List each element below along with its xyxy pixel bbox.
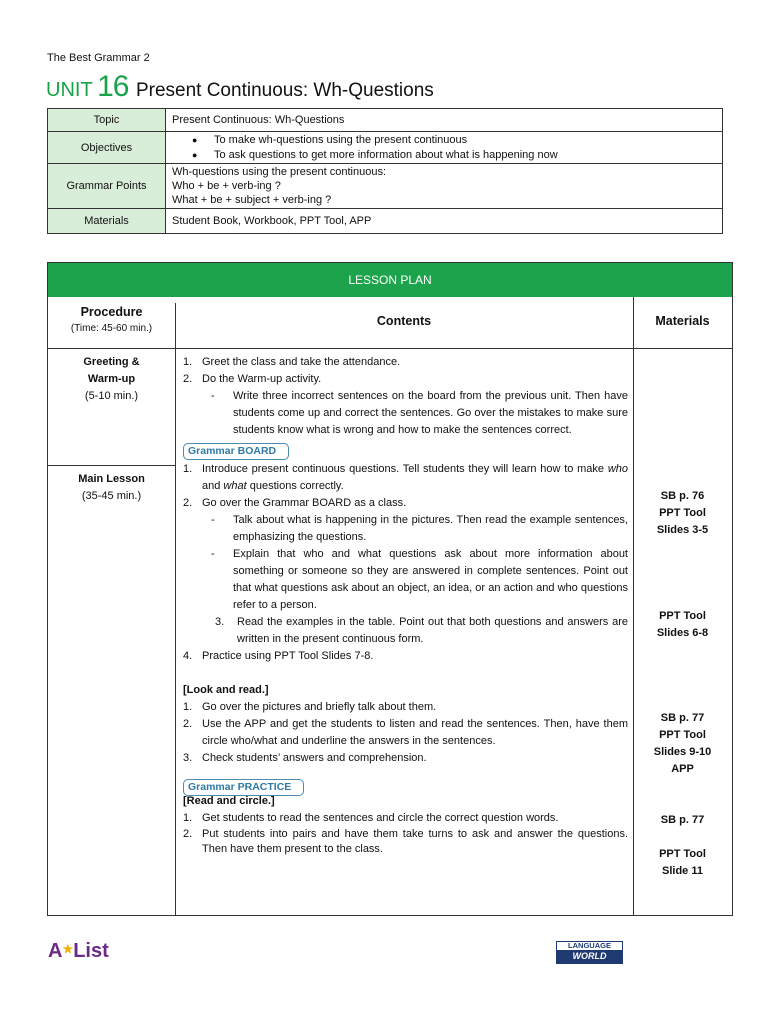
materials-label: Materials (48, 209, 166, 234)
procedure-header-label: Procedure (80, 305, 143, 319)
materials-column-header: Materials (655, 314, 710, 328)
material-entry: APP (671, 763, 694, 775)
material-entry: Slides 9-10 (653, 746, 712, 758)
unit-word: UNIT (46, 79, 93, 101)
list-item: 3. Read the examples in the table. Point out that both questions and answers are written in the present continuous form. (215, 616, 628, 645)
unit-title: Present Continuous: Wh-Questions (135, 80, 434, 101)
main-lesson-title: Main Lesson (78, 473, 145, 485)
greeting-title: Greeting & (83, 356, 140, 368)
look-and-read-heading: [Look and read.] (183, 684, 269, 696)
list-item: 1. Go over the pictures and briefly talk about them. (183, 701, 437, 713)
objectives-list-cell (166, 132, 723, 164)
materials-value: Student Book, Workbook, PPT Tool, APP (166, 209, 723, 234)
warmup-title: Warm-up (87, 373, 136, 385)
topic-value: Present Continuous: Wh-Questions (166, 109, 723, 132)
material-entry: PPT Tool (659, 848, 706, 860)
grammar-board-badge: Grammar BOARD (183, 443, 289, 460)
material-entry: Slide 11 (662, 865, 703, 877)
material-entry: SB p. 76 (660, 490, 705, 502)
material-entry: PPT Tool (659, 507, 706, 519)
main-lesson-time: (35-45 min.) (81, 490, 142, 502)
list-item: 2. Do the Warm-up activity. (183, 373, 322, 385)
grammar-points-cell (166, 164, 723, 209)
grammar-board-row (183, 439, 628, 461)
lesson-plan-table (47, 262, 733, 916)
materials-practice (633, 812, 732, 880)
header-divider (48, 348, 732, 349)
material-entry: Slides 3-5 (656, 524, 709, 536)
unit-number: 16 (97, 70, 129, 103)
list-subitem: - Write three incorrect sentences on the board from the previous unit. Then have students come up and correct the sentences. Go over the mistakes to make sure students know what is wrong and how to make the sentences correct. (211, 390, 628, 436)
grammar-point-line: Wh-questions using the present continuous: (172, 166, 387, 178)
publisher-bottom: WORLD (557, 950, 622, 963)
grammar-points-label: Grammar Points (48, 164, 166, 209)
language-world-logo (556, 941, 623, 964)
star-icon: ★ (62, 942, 74, 956)
list-item: 3. Check students’ answers and comprehension. (183, 752, 427, 764)
unit-info-table (47, 108, 723, 234)
lesson-contents (183, 354, 628, 857)
alist-logo: A★List (48, 940, 109, 962)
material-entry: Slides 6-8 (656, 627, 709, 639)
grammar-practice-badge: Grammar PRACTICE (183, 779, 304, 796)
material-entry: SB p. 77 (660, 712, 705, 724)
publisher-top: LANGUAGE (557, 942, 622, 950)
list-item: 1. Greet the class and take the attendance. (183, 356, 401, 368)
list-subitem: - Talk about what is happening in the pictures. Then read the example sentences, emphasizing the questions. (211, 514, 628, 543)
list-subitem: - Explain that who and what questions ask about more information about something or someone so they are answered in complete sentences. Point out that what questions ask about an object, an idea, or an action and who questions refer to a person. (211, 548, 628, 611)
materials-board (633, 488, 732, 539)
list-item: 1. Get students to read the sentences and circle the correct question words. (183, 812, 559, 824)
objective-item: ● To make wh-questions using the present continuous (214, 133, 716, 148)
row-divider (48, 465, 175, 466)
procedure-time: (Time: 45-60 min.) (70, 323, 153, 334)
topic-label: Topic (48, 109, 166, 132)
list-item: 2. Put students into pairs and have them take turns to ask and answer the questions. Then have them present to the class. (183, 828, 628, 855)
greeting-time: (5-10 min.) (84, 390, 139, 402)
list-item: 2. Go over the Grammar BOARD as a class. (183, 497, 407, 509)
materials-board-2 (633, 608, 732, 642)
objective-item: ● To ask questions to get more information about what is happening now (214, 148, 716, 163)
read-and-circle-heading: [Read and circle.] (183, 795, 275, 807)
lesson-plan-header: LESSON PLAN (48, 263, 732, 297)
objectives-list (172, 133, 716, 163)
material-entry: PPT Tool (659, 610, 706, 622)
list-item: 2. Use the APP and get the students to listen and read the sentences. Then, have them circle who/what and underline the answers in the sentences. (183, 718, 628, 747)
grammar-practice-row (183, 767, 628, 793)
material-entry: SB p. 77 (660, 814, 705, 826)
list-item: 1. Introduce present continuous questions. Tell students they will learn how to make who and what questions correctly. (183, 463, 628, 492)
materials-look (633, 710, 732, 778)
objectives-label: Objectives (48, 132, 166, 164)
contents-column-header: Contents (376, 314, 432, 328)
main-lesson-procedure (48, 471, 175, 505)
procedure-column-header (48, 305, 175, 334)
column-divider (175, 303, 176, 915)
unit-heading (46, 70, 434, 104)
grammar-point-line: What + be + subject + verb-ing ? (172, 194, 332, 206)
material-entry: PPT Tool (659, 729, 706, 741)
list-item: 4. Practice using PPT Tool Slides 7-8. (183, 650, 374, 662)
greeting-procedure (48, 354, 175, 405)
book-title: The Best Grammar 2 (47, 52, 150, 64)
grammar-point-line: Who + be + verb-ing ? (172, 180, 281, 192)
